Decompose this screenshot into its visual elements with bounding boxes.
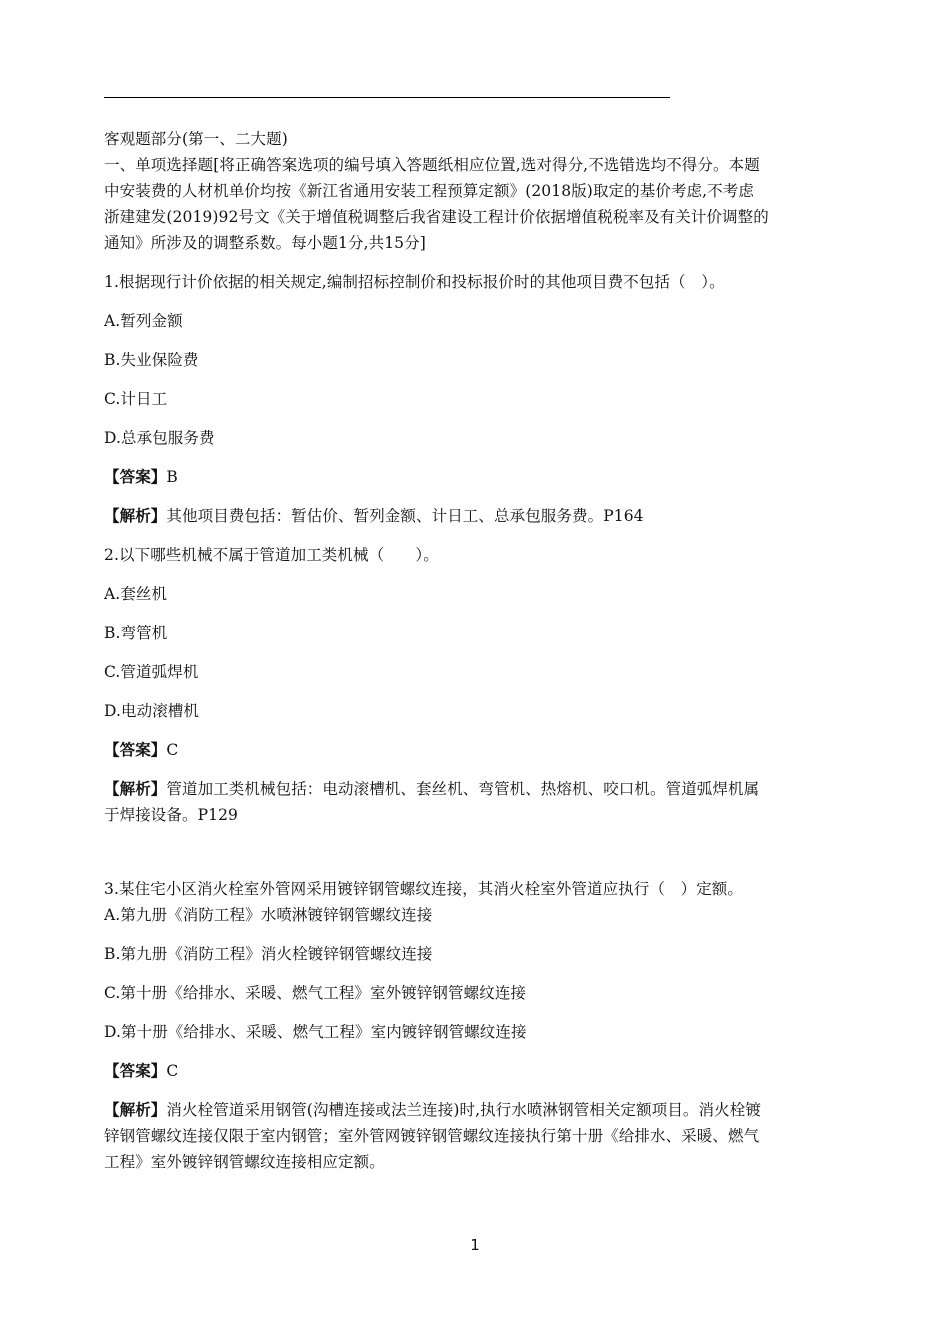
answer-tag: 【答案】 bbox=[104, 467, 167, 486]
section-instruction-line: 一、单项选择题[将正确答案选项的编号填入答题纸相应位置,选对得分,不选错选均不得分。本题 bbox=[104, 156, 760, 174]
analysis-line bbox=[104, 503, 846, 529]
answer-tag: 【答案】 bbox=[104, 1061, 167, 1080]
section-instruction-line: 通知》所涉及的调整系数。每小题1分,共15分] bbox=[104, 234, 426, 252]
analysis-tag: 【解析】 bbox=[104, 1100, 167, 1119]
answer-value: C bbox=[166, 1062, 179, 1080]
analysis-line: 工程》室外镀锌钢管螺纹连接相应定额。 bbox=[104, 1153, 385, 1171]
answer-line bbox=[104, 737, 846, 763]
question-stem: 1.根据现行计价依据的相关规定,编制招标控制价和投标报价时的其他项目费不包括（ ）。 bbox=[104, 273, 725, 291]
question-option: C.计日工 bbox=[104, 390, 168, 408]
answer-line bbox=[104, 464, 846, 490]
analysis-paragraph bbox=[104, 1097, 846, 1175]
question-option: A.套丝机 bbox=[104, 585, 168, 603]
analysis-line: 于焊接设备。P129 bbox=[104, 806, 239, 824]
analysis-line bbox=[104, 1097, 846, 1123]
analysis-text: 管道加工类机械包括：电动滚槽机、套丝机、弯管机、热熔机、咬口机。管道弧焊机属 bbox=[166, 780, 760, 798]
question-option: D.总承包服务费 bbox=[104, 429, 215, 447]
question-option: B.第九册《消防工程》消火栓镀锌钢管螺纹连接 bbox=[104, 945, 433, 963]
question-option: B.失业保险费 bbox=[104, 351, 199, 369]
section-title: 客观题部分(第一、二大题) bbox=[104, 130, 288, 148]
page-content bbox=[104, 126, 846, 1175]
question-option: C.第十册《给排水、采暖、燃气工程》室外镀锌钢管螺纹连接 bbox=[104, 984, 527, 1002]
page-number: 1 bbox=[470, 1236, 480, 1254]
analysis-line: 锌钢管螺纹连接仅限于室内钢管；室外管网镀锌钢管螺纹连接执行第十册《给排水、采暖、燃气 bbox=[104, 1127, 760, 1145]
section-instruction-line: 浙建建发(2019)92号文《关于增值税调整后我省建设工程计价依据增值税税率及有关计价调整的 bbox=[104, 208, 769, 226]
section-instruction-line: 中安装费的人材机单价均按《新江省通用安装工程预算定额》(2018版)取定的基价考虑,不考虑 bbox=[104, 182, 754, 200]
analysis-line bbox=[104, 776, 846, 802]
question-stem: 2.以下哪些机械不属于管道加工类机械（ ）。 bbox=[104, 546, 439, 564]
analysis-tag: 【解析】 bbox=[104, 779, 167, 798]
question-option: B.弯管机 bbox=[104, 624, 168, 642]
answer-tag: 【答案】 bbox=[104, 740, 167, 759]
answer-value: B bbox=[166, 468, 178, 486]
analysis-tag: 【解析】 bbox=[104, 506, 167, 525]
answer-line bbox=[104, 1058, 846, 1084]
header-rule bbox=[104, 97, 670, 98]
question-option: C.管道弧焊机 bbox=[104, 663, 199, 681]
answer-value: C bbox=[166, 741, 179, 759]
question-option: D.第十册《给排水、采暖、燃气工程》室内镀锌钢管螺纹连接 bbox=[104, 1023, 527, 1041]
analysis-text: 消火栓管道采用钢管(沟槽连接或法兰连接)时,执行水喷淋钢管相关定额项目。消火栓镀 bbox=[166, 1101, 761, 1119]
analysis-text: 其他项目费包括：暂估价、暂列金额、计日工、总承包服务费。P164 bbox=[166, 507, 644, 525]
question-option: A.暂列金额 bbox=[104, 312, 183, 330]
question-option: D.电动滚槽机 bbox=[104, 702, 200, 720]
analysis-paragraph bbox=[104, 776, 846, 828]
question-option: A.第九册《消防工程》水喷淋镀锌钢管螺纹连接 bbox=[104, 906, 433, 924]
question-stem: 3.某住宅小区消火栓室外管网采用镀锌钢管螺纹连接，其消火栓室外管道应执行（ ）定额。 bbox=[104, 880, 743, 898]
